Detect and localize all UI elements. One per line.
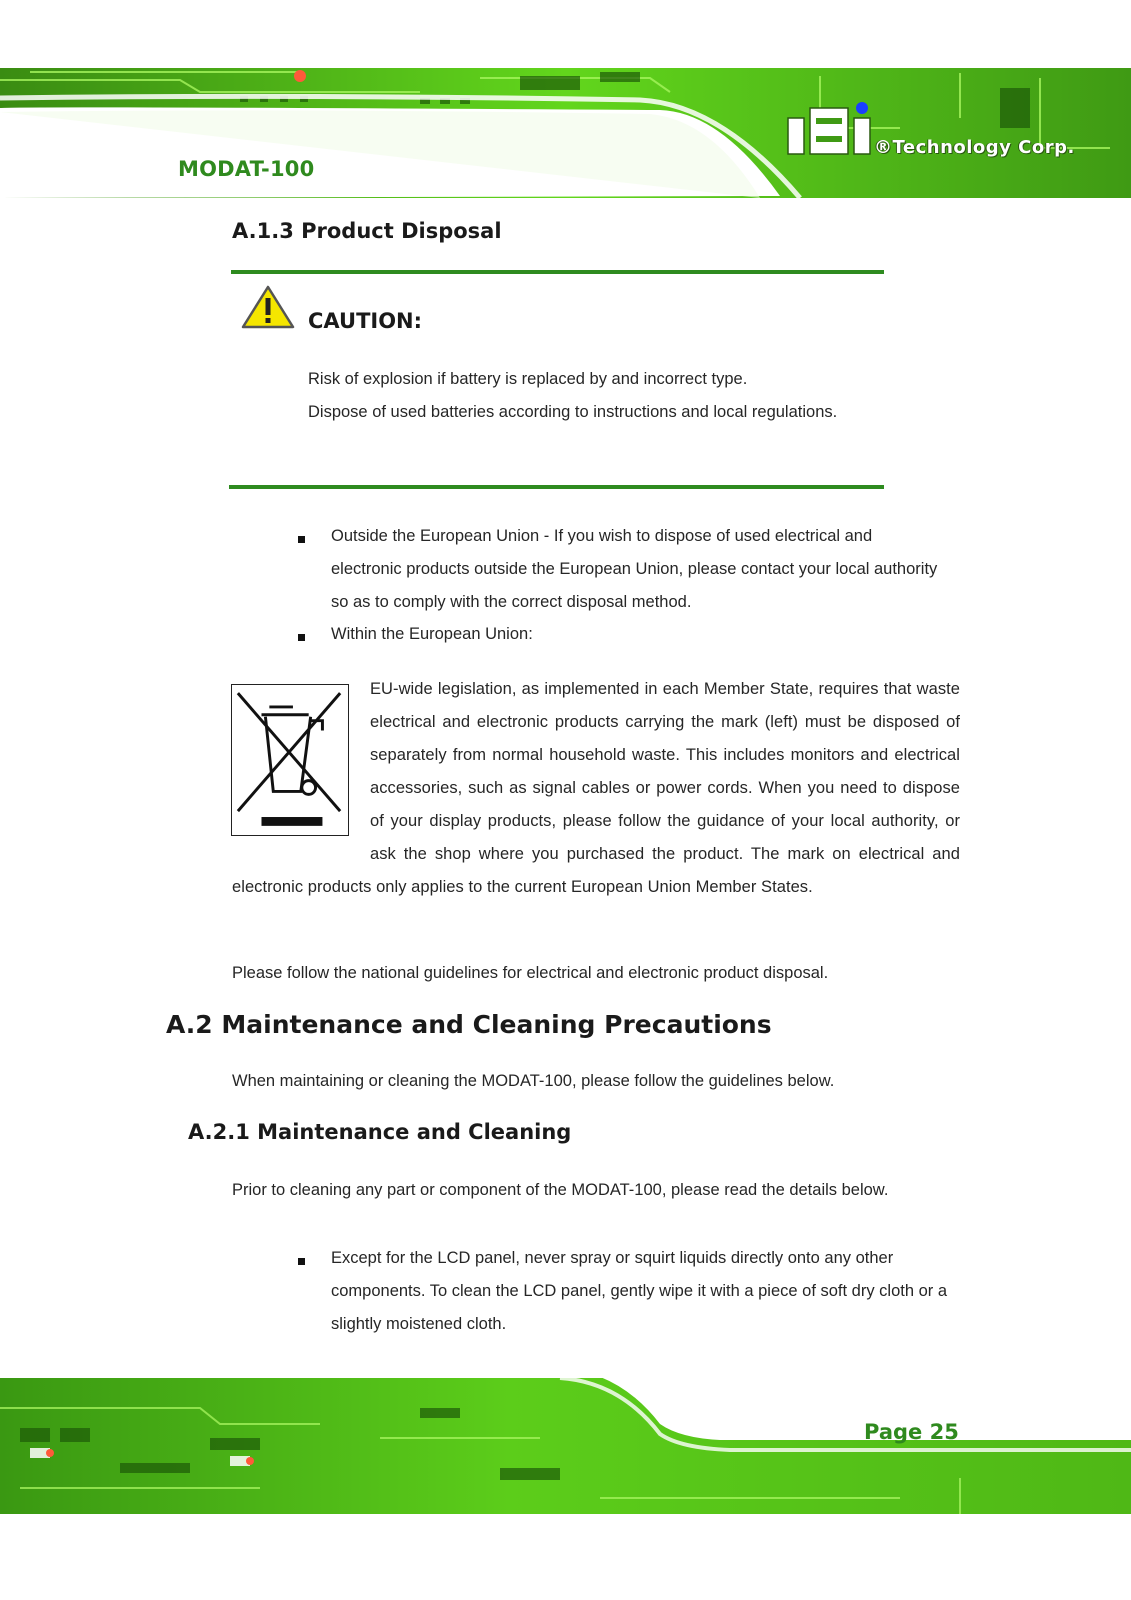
logo-company-text: ®Technology Corp. xyxy=(874,137,1075,158)
list-item: Within the European Union: xyxy=(331,625,533,643)
a2-intro-text: When maintaining or cleaning the MODAT-100, please follow the guidelines below. xyxy=(232,1072,835,1090)
crossed-out-wheelie-bin-icon xyxy=(231,684,349,836)
circuit-board-footer-graphic xyxy=(0,1368,1131,1528)
bullet-marker xyxy=(298,1258,305,1265)
caution-bottom-rule xyxy=(229,485,884,489)
section-heading-a13: A.1.3 Product Disposal xyxy=(232,219,502,243)
caution-line-2: Dispose of used batteries according to instructions and local regulations. xyxy=(308,403,838,421)
document-title: MODAT-100 xyxy=(178,157,315,181)
eu-legislation-text: EU-wide legislation, as implemented in each Member State, requires that waste electrical and electronic products carrying the mark (left) must be disposed of separately from normal household waste. This includes monitors and electrical accessories, such as signal cables or power cords. When you need to dispose of your display products, please follow the guidance of your local authority, or ask the shop where you purchased the product. The mark on electrical and electronic products only applies to the current European Union Member States. xyxy=(232,680,960,896)
bullet-marker xyxy=(298,634,305,641)
list-item: Outside the European Union - If you wish to dispose of used electrical and electronic products outside the European Union, please contact your local authority so as to comply with the correct disposal method. xyxy=(331,527,938,611)
list-item: Except for the LCD panel, never spray or squirt liquids directly onto any other components. To clean the LCD panel, gently wipe it with a piece of soft dry cloth or a slightly moistened cloth. xyxy=(331,1249,948,1333)
bullet-marker xyxy=(298,536,305,543)
page-footer-banner xyxy=(0,1368,1131,1528)
a21-intro-text: Prior to cleaning any part or component of the MODAT-100, please read the details below. xyxy=(232,1181,889,1199)
national-guidelines-text: Please follow the national guidelines for electrical and electronic product disposal. xyxy=(232,964,829,982)
warning-triangle-icon xyxy=(240,284,296,330)
caution-label: CAUTION: xyxy=(308,309,423,333)
page-number: Page 25 xyxy=(864,1420,959,1444)
section-heading-a21: A.2.1 Maintenance and Cleaning xyxy=(188,1120,572,1144)
section-heading-a2: A.2 Maintenance and Cleaning Precautions xyxy=(166,1010,772,1039)
caution-top-rule xyxy=(231,270,884,274)
caution-line-1: Risk of explosion if battery is replaced by and incorrect type. xyxy=(308,370,748,388)
